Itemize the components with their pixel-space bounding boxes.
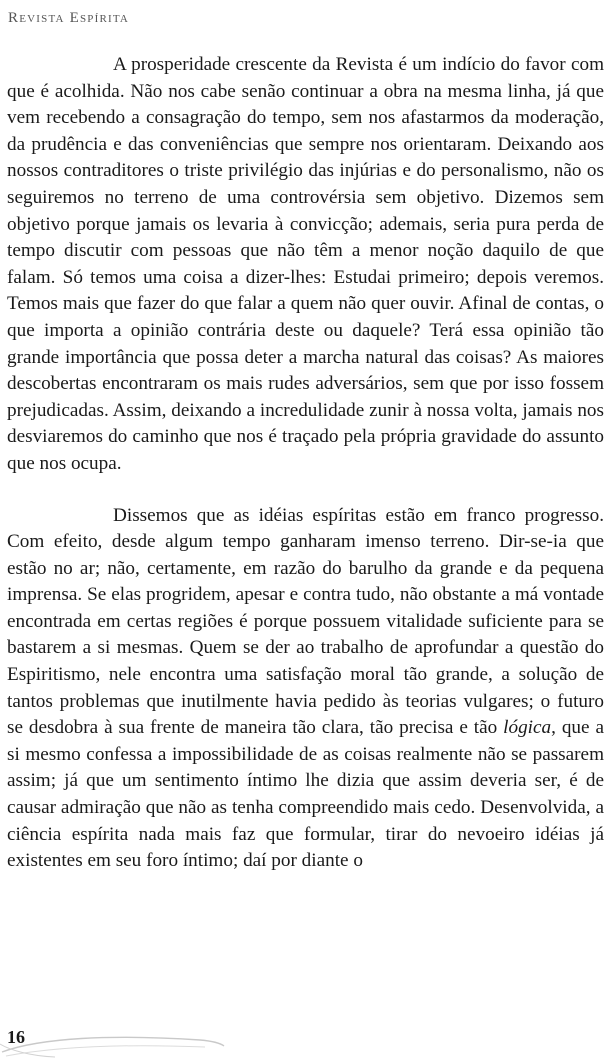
paragraph-2-text-start: Dissemos que as idéias espíritas estão em franco progresso. Com efeito, desde algum tempo ganharam imenso terreno. Dir-se-ia que estão no ar; não, certamente, em razão do barulho da grande e da pequena imprensa. Se elas progridem, apesar e contra tudo, não obstante a má vontade encontrada em certas regiões é porque possuem vitalidade suficiente para se bastarem a si mesmas. Quem se der ao trabalho de aprofundar a questão do Espiritismo, nele encontra uma satisfação moral tão grande, a solução de tantos problemas que inutilmente havia pedido às teorias vulgares; o futuro se desdobra à sua frente de maneira tão clara, tão precisa e tão: [7, 504, 604, 739]
emphasis-logica: lógica: [503, 717, 552, 739]
paragraph-2: [7, 503, 604, 875]
paragraph-1-text: A prosperidade crescente da Revista é um indício do favor com que é acolhida. Não nos cabe senão continuar a obra na mesma linha, já que vem recebendo a consagração do tempo, sem nos afastarmos da moderação, da prudência e das conveniências que sempre nos orientaram. Deixando aos nossos contraditores o triste privilégio das injúrias e do personalismo, não os seguiremos no terreno de uma controvérsia sem objetivo. Dizemos sem objetivo porque jamais os levaria à convicção; ademais, seria pura perda de tempo discutir com pessoas que não têm a menor noção daquilo de que falam. Só temos uma coisa a dizer-lhes: Estudai primeiro; depois veremos. Temos mais que fazer do que falar a quem não quer ouvir. Afinal de contas, o que importa a opinião contrária deste ou daquele? Terá essa opinião tão grande importância que possa deter a marcha natural das coisas? As maiores descobertas encontraram os mais rudes adversários, sem que por isso fossem prejudicadas. Assim, deixando a incredulidade zunir à nossa volta, jamais nos desviaremos do caminho que nos é traçado pela própria gravidade do assunto que nos ocupa.: [7, 54, 604, 474]
decorative-swoosh-ornament: [0, 1016, 230, 1061]
running-header: Revista Espírita: [8, 10, 130, 26]
page-body: [7, 52, 604, 875]
paragraph-2-text-end: , que a si mesmo confessa a impossibilidade de as coisas realmente não se passarem assim; já que um sentimento íntimo lhe dizia que assim deveria ser, é de causar admiração que não as tenha compreendido mais cedo. Desenvolvida, a ciência espírita nada mais faz que formular, tirar do nevoeiro idéias já existentes em seu foro íntimo; daí por diante o: [7, 717, 604, 872]
paragraph-1: [7, 52, 604, 478]
page-footer: [0, 1016, 611, 1061]
page-number: 16: [7, 1027, 25, 1047]
